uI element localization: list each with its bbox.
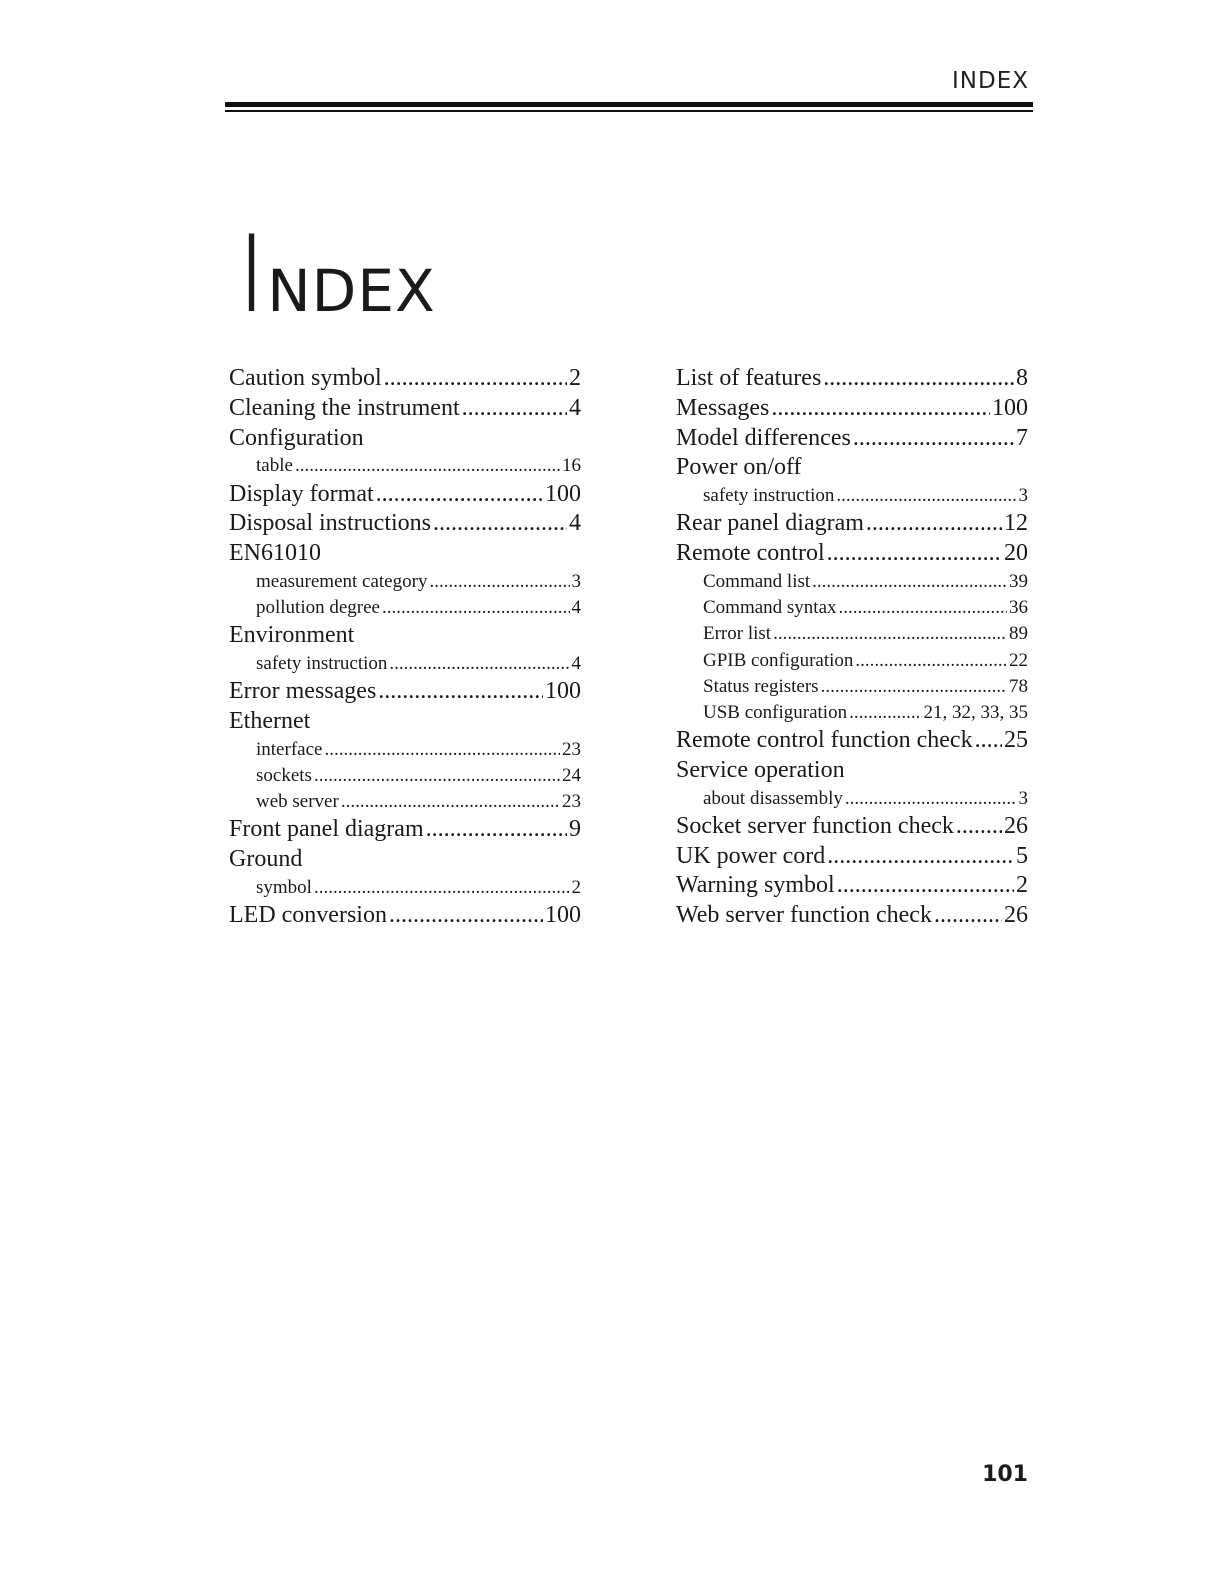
index-subentry [229,737,581,763]
index-entry [229,509,581,539]
index-page-ref: 78 [1009,675,1028,697]
index-entry [676,453,1028,483]
index-entry [676,394,1028,424]
index-term: Front panel diagram [229,816,424,843]
index-page-ref: 20 [1004,540,1028,567]
index-entry [229,707,581,737]
index-subentry [676,621,1028,647]
index-column-right [676,364,1028,931]
index-subentry [676,595,1028,621]
index-term: Power on/off [676,454,802,481]
index-subentry [676,648,1028,674]
dot-leader [376,480,543,510]
dot-leader [324,737,560,763]
index-page-ref: 36 [1009,597,1028,619]
index-term: USB configuration [703,701,848,723]
index-term: Error list [703,623,772,645]
index-term: Rear panel diagram [676,510,864,537]
index-column-left [229,364,581,931]
index-subentry [229,789,581,815]
dot-leader [341,789,560,815]
index-term: Warning symbol [676,872,835,899]
index-term: Service operation [676,756,845,783]
index-page-ref: 3 [571,570,581,592]
index-term: interface [256,738,323,760]
index-entry [676,539,1028,569]
dot-leader [382,595,570,621]
index-entry [676,901,1028,931]
index-term: Remote control function check [676,727,973,754]
index-subentry [676,700,1028,726]
index-page-ref: 100 [545,902,581,929]
dot-leader [836,483,1016,509]
running-header: INDEX [952,68,1029,94]
index-entry [229,677,581,707]
index-page-ref: 25 [1004,727,1028,754]
dot-leader [827,842,1014,872]
header-rule-thin [225,110,1033,112]
index-term: Ethernet [229,708,311,735]
index-term: Model differences [676,424,851,451]
index-page-ref: 21, 32, 33, 35 [923,701,1028,723]
index-term: Environment [229,622,355,649]
index-entry [676,364,1028,394]
dot-leader [773,621,1007,647]
index-term: Disposal instructions [229,510,431,537]
index-entry [676,509,1028,539]
dot-leader [853,424,1014,454]
index-subentry [676,786,1028,812]
page-title-rest: NDEX [267,257,436,325]
index-entry [229,815,581,845]
index-term: web server [256,791,339,813]
index-subentry [229,569,581,595]
index-term: Caution symbol [229,365,382,391]
index-term: Remote control [676,540,825,567]
index-page-ref: 39 [1009,570,1028,592]
index-subentry [676,483,1028,509]
index-term: Error messages [229,678,377,705]
index-term: Command syntax [703,597,837,619]
index-entry [229,394,581,424]
index-page-ref: 100 [545,480,581,507]
dot-leader [855,648,1007,674]
index-subentry [676,569,1028,595]
index-entry [229,621,581,651]
index-term: UK power cord [676,842,826,869]
page-title-initial: I [236,213,268,336]
index-term: List of features [676,365,822,391]
index-subentry [229,651,581,677]
index-entry [676,842,1028,872]
dot-leader [956,812,1002,842]
dot-leader [314,875,570,901]
index-page-ref: 4 [571,653,581,675]
page-number: 101 [982,1462,1028,1487]
index-entry [676,424,1028,454]
index-term: Status registers [703,675,819,697]
index-term: Ground [229,846,303,873]
index-subentry [229,453,581,479]
dot-leader [389,901,543,931]
index-entry [229,901,581,931]
index-entry [676,726,1028,756]
index-page-ref: 4 [569,394,581,421]
index-term: about disassembly [703,787,843,809]
index-term: pollution degree [256,597,380,619]
dot-leader [827,539,1002,569]
index-page-ref: 22 [1009,649,1028,671]
dot-leader [295,453,560,479]
dot-leader [934,901,1002,931]
dot-leader [429,569,569,595]
dot-leader [839,595,1007,621]
index-page-ref: 26 [1004,812,1028,839]
index-page-ref: 4 [569,510,581,537]
index-subentry [229,595,581,621]
index-page-ref: 2 [571,877,581,899]
index-entry [676,871,1028,901]
index-term: sockets [256,765,312,787]
dot-leader [849,700,921,726]
dot-leader [389,651,569,677]
dot-leader [378,677,543,707]
index-subentry [229,763,581,789]
index-term: Command list [703,570,811,592]
index-page-ref: 23 [562,791,581,813]
index-entry [676,756,1028,786]
index-entry [229,539,581,569]
index-term: EN61010 [229,540,321,567]
index-entry [229,424,581,454]
dot-leader [837,871,1014,901]
index-term: Configuration [229,424,364,451]
dot-leader [384,364,567,394]
index-page-ref: 5 [1016,842,1028,869]
index-page-ref: 2 [1016,872,1028,899]
index-term: LED conversion [229,902,387,929]
index-term: measurement category [256,570,428,592]
index-term: table [256,455,293,477]
dot-leader [314,763,560,789]
index-term: safety instruction [703,485,835,507]
dot-leader [845,786,1017,812]
page-title [236,213,436,336]
index-page-ref: 3 [1018,787,1028,809]
index-entry [676,812,1028,842]
index-term: Display format [229,480,374,507]
index-term: safety instruction [256,653,388,675]
index-term: Socket server function check [676,812,954,839]
index-entry [229,845,581,875]
index-page-ref: 89 [1009,623,1028,645]
dot-leader [823,364,1014,394]
dot-leader [462,394,567,424]
index-page-ref: 100 [545,678,581,705]
dot-leader [426,815,567,845]
index-entry [229,364,581,394]
index-page-ref: 9 [569,816,581,843]
header-rule-thick [225,102,1033,107]
index-page-ref: 23 [562,738,581,760]
index-page-ref: 3 [1018,485,1028,507]
index-entry [229,480,581,510]
index-page-ref: 8 [1016,365,1028,391]
dot-leader [433,509,567,539]
index-page-ref: 24 [562,765,581,787]
index-page-ref: 7 [1016,424,1028,451]
index-subentry [676,674,1028,700]
index-page-ref: 2 [569,365,581,391]
index-term: Messages [676,394,770,421]
index-page-ref: 26 [1004,902,1028,929]
index-page-ref: 12 [1004,510,1028,537]
index-term: symbol [256,877,312,899]
index-term: Web server function check [676,902,932,929]
dot-leader [821,674,1007,700]
index-term: GPIB configuration [703,649,854,671]
index-page-ref: 4 [571,597,581,619]
dot-leader [866,509,1002,539]
index-subentry [229,875,581,901]
dot-leader [771,394,990,424]
index-page-ref: 100 [992,394,1028,421]
index-term: Cleaning the instrument [229,394,460,421]
dot-leader [812,569,1007,595]
dot-leader [975,726,1002,756]
index-page-ref: 16 [562,455,581,477]
